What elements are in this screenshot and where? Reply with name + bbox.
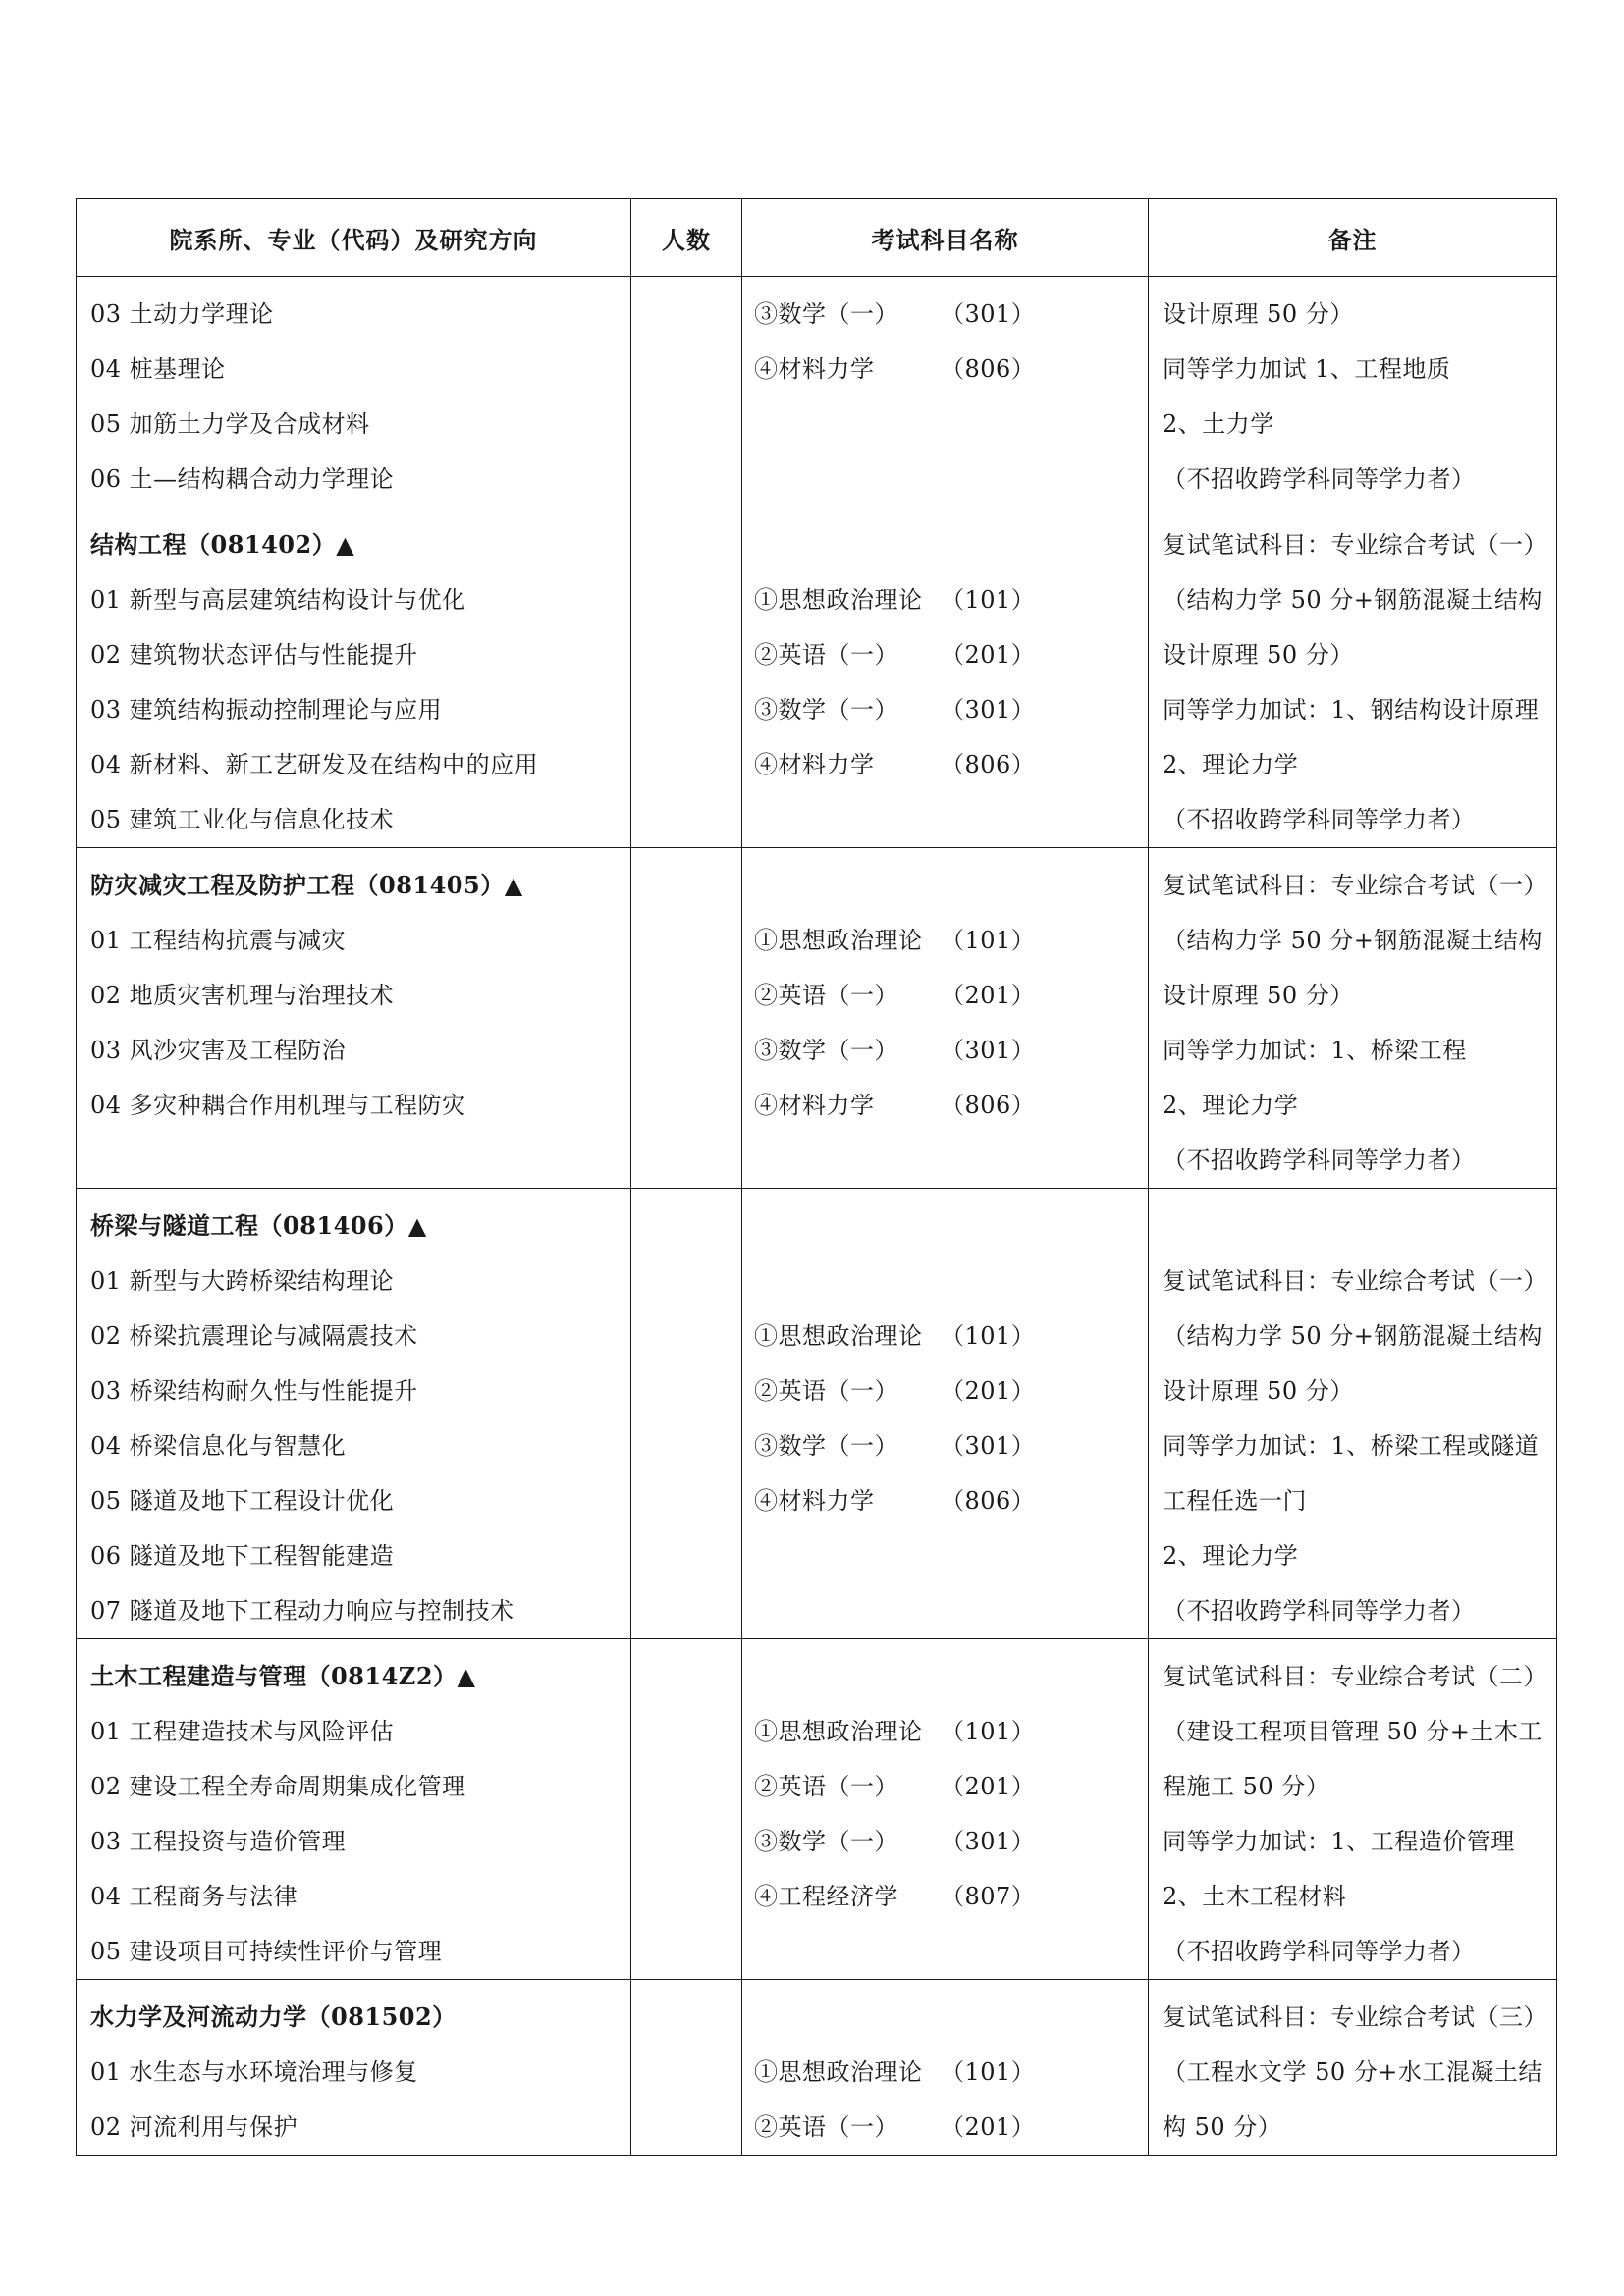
note-line: 同等学力加试：1、桥梁工程或隧道	[1163, 1432, 1540, 1460]
exam-subject	[742, 1704, 1148, 1759]
blank-line	[742, 1254, 1148, 1308]
research-direction: 04 工程商务与法律	[90, 1883, 298, 1910]
note-line: 2、理论力学	[1163, 751, 1299, 778]
research-direction: 02 建筑物状态评估与性能提升	[90, 641, 418, 668]
exam-subject-name: ②英语（一）	[754, 2113, 898, 2141]
major-cell	[77, 277, 631, 507]
header-count: 人数	[631, 199, 742, 277]
exam-subject	[742, 1078, 1148, 1133]
exam-subject-code: （301）	[941, 300, 1036, 328]
exam-subject	[742, 627, 1148, 682]
subjects-cell	[742, 507, 1149, 848]
blank-line	[742, 1199, 1148, 1254]
blank-line	[742, 517, 1148, 572]
exam-subject-name: ④材料力学	[754, 751, 875, 778]
note-line: 2、理论力学	[1163, 1092, 1299, 1119]
note-line: 设计原理 50 分）	[1163, 1377, 1354, 1405]
exam-subject	[742, 1869, 1148, 1924]
research-direction: 01 工程建造技术与风险评估	[90, 1718, 395, 1745]
table-body	[77, 277, 1557, 2156]
exam-subject-name: ①思想政治理论	[754, 586, 923, 614]
exam-subject-name: ①思想政治理论	[754, 2058, 923, 2086]
exam-subject	[742, 342, 1148, 397]
note-line: （不招收跨学科同等学力者）	[1163, 1147, 1476, 1174]
research-direction: 02 河流利用与保护	[90, 2113, 298, 2141]
exam-subject-code: （806）	[941, 355, 1036, 383]
note-line: 同等学力加试：1、工程造价管理	[1163, 1828, 1515, 1855]
blank-line	[742, 1649, 1148, 1704]
admissions-table	[76, 198, 1557, 2156]
exam-subject	[742, 968, 1148, 1023]
exam-subject-code: （201）	[941, 1773, 1036, 1800]
note-line: 构 50 分）	[1163, 2113, 1282, 2141]
exam-subject	[742, 1363, 1148, 1418]
exam-subject-name: ①思想政治理论	[754, 1322, 923, 1350]
major-title: 水力学及河流动力学（081502）	[90, 2002, 457, 2031]
exam-subject-code: （101）	[941, 927, 1036, 954]
note-line: 设计原理 50 分）	[1163, 982, 1354, 1009]
exam-subject-code: （101）	[941, 2058, 1036, 2086]
note-line: （结构力学 50 分+钢筋混凝土结构	[1163, 1322, 1543, 1350]
notes-cell	[1149, 277, 1557, 507]
subjects-cell	[742, 848, 1149, 1189]
exam-subject	[742, 1814, 1148, 1869]
exam-subject-code: （301）	[941, 1037, 1036, 1064]
subjects-cell	[742, 1980, 1149, 2156]
notes-cell	[1149, 507, 1557, 848]
note-line: 设计原理 50 分）	[1163, 300, 1354, 328]
exam-subject-code: （301）	[941, 1432, 1036, 1460]
research-direction: 03 建筑结构振动控制理论与应用	[90, 696, 443, 723]
count-cell	[631, 277, 742, 507]
research-direction: 06 隧道及地下工程智能建造	[90, 1542, 395, 1570]
note-line: （不招收跨学科同等学力者）	[1163, 806, 1476, 833]
exam-subject-name: ④材料力学	[754, 355, 875, 383]
exam-subject-code: （807）	[941, 1883, 1036, 1910]
header-row	[77, 199, 1557, 277]
exam-subject-code: （101）	[941, 1322, 1036, 1350]
research-direction: 03 风沙灾害及工程防治	[90, 1037, 347, 1064]
subjects-cell	[742, 1189, 1149, 1639]
research-direction: 07 隧道及地下工程动力响应与控制技术	[90, 1597, 514, 1625]
exam-subject	[742, 287, 1148, 342]
exam-subject-name: ②英语（一）	[754, 1773, 898, 1800]
exam-subject-name: ①思想政治理论	[754, 927, 923, 954]
notes-cell	[1149, 1189, 1557, 1639]
exam-subject	[742, 1418, 1148, 1473]
exam-subject	[742, 682, 1148, 737]
exam-subject-code: （806）	[941, 1487, 1036, 1515]
exam-subject-name: ②英语（一）	[754, 641, 898, 668]
note-line: 同等学力加试 1、工程地质	[1163, 355, 1451, 383]
subjects-cell	[742, 277, 1149, 507]
table-row	[77, 277, 1557, 507]
note-line: 工程任选一门	[1163, 1487, 1307, 1515]
research-direction: 02 建设工程全寿命周期集成化管理	[90, 1773, 466, 1800]
exam-subject-name: ④材料力学	[754, 1092, 875, 1119]
note-line: 2、理论力学	[1163, 1542, 1299, 1570]
blank-line	[742, 858, 1148, 913]
research-direction: 01 新型与高层建筑结构设计与优化	[90, 586, 466, 614]
table-row	[77, 507, 1557, 848]
exam-subject-code: （201）	[941, 1377, 1036, 1405]
note-line: 同等学力加试：1、桥梁工程	[1163, 1037, 1467, 1064]
note-line: 复试笔试科目：专业综合考试（一）	[1163, 531, 1547, 559]
research-direction: 03 桥梁结构耐久性与性能提升	[90, 1377, 418, 1405]
note-line: 复试笔试科目：专业综合考试（一）	[1163, 1267, 1547, 1295]
exam-subject-code: （101）	[941, 586, 1036, 614]
note-line: 复试笔试科目：专业综合考试（二）	[1163, 1663, 1547, 1690]
count-cell	[631, 848, 742, 1189]
exam-subject-name: ④材料力学	[754, 1487, 875, 1515]
research-direction: 05 建设项目可持续性评价与管理	[90, 1938, 443, 1965]
note-line: （结构力学 50 分+钢筋混凝土结构	[1163, 586, 1543, 614]
research-direction: 02 桥梁抗震理论与减隔震技术	[90, 1322, 418, 1350]
research-direction: 02 地质灾害机理与治理技术	[90, 982, 395, 1009]
major-title: 结构工程（081402）▲	[90, 530, 355, 559]
note-line: （不招收跨学科同等学力者）	[1163, 1597, 1476, 1625]
exam-subject	[742, 572, 1148, 627]
note-line: 同等学力加试：1、钢结构设计原理	[1163, 696, 1540, 723]
count-cell	[631, 1980, 742, 2156]
table-header	[77, 199, 1557, 277]
note-line: 2、土力学	[1163, 410, 1274, 438]
table-row	[77, 1980, 1557, 2156]
exam-subject-name: ③数学（一）	[754, 696, 898, 723]
exam-subject-code: （201）	[941, 2113, 1036, 2141]
major-title: 防灾减灾工程及防护工程（081405）▲	[90, 871, 523, 899]
table-row	[77, 1189, 1557, 1639]
major-title: 土木工程建造与管理（0814Z2）▲	[90, 1662, 476, 1690]
exam-subject	[742, 2100, 1148, 2155]
research-direction: 03 工程投资与造价管理	[90, 1828, 347, 1855]
blank-line	[742, 1990, 1148, 2045]
header-subjects: 考试科目名称	[742, 199, 1149, 277]
exam-subject	[742, 1023, 1148, 1078]
major-cell	[77, 848, 631, 1189]
count-cell	[631, 1639, 742, 1980]
notes-cell	[1149, 1639, 1557, 1980]
note-line: （工程水文学 50 分+水工混凝土结	[1163, 2058, 1543, 2086]
research-direction: 04 桩基理论	[90, 355, 226, 383]
header-major: 院系所、专业（代码）及研究方向	[77, 199, 631, 277]
major-cell	[77, 1980, 631, 2156]
major-cell	[77, 507, 631, 848]
note-line: （不招收跨学科同等学力者）	[1163, 1938, 1476, 1965]
note-line: 2、土木工程材料	[1163, 1883, 1347, 1910]
research-direction: 04 新材料、新工艺研发及在结构中的应用	[90, 751, 539, 778]
exam-subject-name: ②英语（一）	[754, 982, 898, 1009]
notes-cell	[1149, 848, 1557, 1189]
exam-subject-name: ③数学（一）	[754, 1432, 898, 1460]
note-line: （不招收跨学科同等学力者）	[1163, 465, 1476, 493]
exam-subject-code: （201）	[941, 982, 1036, 1009]
table-row	[77, 1639, 1557, 1980]
note-line: 程施工 50 分）	[1163, 1773, 1330, 1800]
exam-subject-name: ③数学（一）	[754, 1037, 898, 1064]
research-direction: 05 建筑工业化与信息化技术	[90, 806, 395, 833]
research-direction: 04 桥梁信息化与智慧化	[90, 1432, 347, 1460]
exam-subject-name: ③数学（一）	[754, 300, 898, 328]
research-direction: 06 土—结构耦合动力学理论	[90, 465, 395, 493]
exam-subject-code: （806）	[941, 1092, 1036, 1119]
note-line: 复试笔试科目：专业综合考试（一）	[1163, 872, 1547, 899]
exam-subject-name: ②英语（一）	[754, 1377, 898, 1405]
exam-subject-code: （301）	[941, 1828, 1036, 1855]
note-line: 设计原理 50 分）	[1163, 641, 1354, 668]
research-direction: 05 加筋土力学及合成材料	[90, 410, 370, 438]
blank-line	[1149, 1199, 1556, 1254]
note-line: 复试笔试科目：专业综合考试（三）	[1163, 2003, 1547, 2031]
note-line: （结构力学 50 分+钢筋混凝土结构	[1163, 927, 1543, 954]
research-direction: 03 土动力学理论	[90, 300, 274, 328]
research-direction: 04 多灾种耦合作用机理与工程防灾	[90, 1092, 466, 1119]
exam-subject-code: （806）	[941, 751, 1036, 778]
research-direction: 01 工程结构抗震与减灾	[90, 927, 347, 954]
subjects-cell	[742, 1639, 1149, 1980]
exam-subject	[742, 913, 1148, 968]
exam-subject	[742, 1759, 1148, 1814]
exam-subject	[742, 2045, 1148, 2100]
major-cell	[77, 1189, 631, 1639]
count-cell	[631, 1189, 742, 1639]
count-cell	[631, 507, 742, 848]
exam-subject	[742, 1473, 1148, 1528]
exam-subject-name: ③数学（一）	[754, 1828, 898, 1855]
major-cell	[77, 1639, 631, 1980]
header-notes: 备注	[1149, 199, 1557, 277]
table-row	[77, 848, 1557, 1189]
research-direction: 01 新型与大跨桥梁结构理论	[90, 1267, 395, 1295]
note-line: （建设工程项目管理 50 分+土木工	[1163, 1718, 1543, 1745]
exam-subject	[742, 1308, 1148, 1363]
major-title: 桥梁与隧道工程（081406）▲	[90, 1211, 427, 1240]
notes-cell	[1149, 1980, 1557, 2156]
research-direction: 05 隧道及地下工程设计优化	[90, 1487, 395, 1515]
exam-subject-code: （201）	[941, 641, 1036, 668]
exam-subject	[742, 737, 1148, 792]
exam-subject-code: （301）	[941, 696, 1036, 723]
exam-subject-name: ①思想政治理论	[754, 1718, 923, 1745]
exam-subject-name: ④工程经济学	[754, 1883, 898, 1910]
research-direction: 01 水生态与水环境治理与修复	[90, 2058, 418, 2086]
exam-subject-code: （101）	[941, 1718, 1036, 1745]
